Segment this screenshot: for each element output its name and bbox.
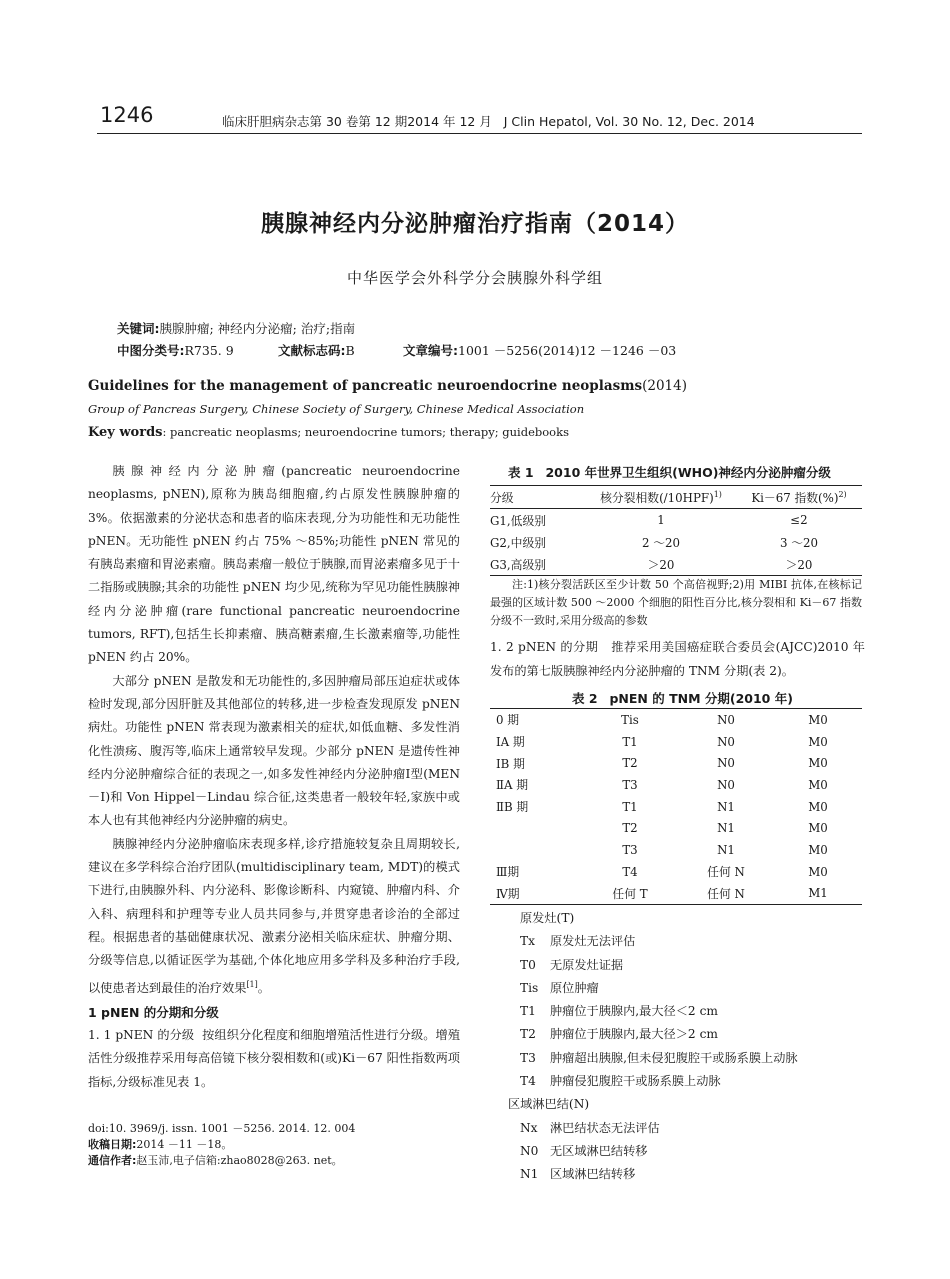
clc-number: [117, 341, 234, 359]
table-row: [490, 731, 862, 753]
table-cell: N0: [717, 712, 735, 727]
legend-item: [508, 1047, 798, 1070]
paragraph-3-end: 。: [257, 980, 270, 995]
section-1-1-text: 按组织分化程度和细胞增殖活性进行分级。增殖活性分级推荐采用每高倍镜下核分裂相数和(或)Ki－67 阳性指数两项指标,分级标准见表 1。: [88, 1028, 461, 1089]
table-1-note: 注:1)核分裂活跃区至少计数 50 个高倍视野;2)用 MIBI 抗体,在核标记最强的区域计数 500 ～2000 个细胞的阳性百分比,核分裂相和 Ki－67 指数分级不一致时,采用分级高的参数: [490, 578, 862, 627]
table-cell: N1: [717, 842, 735, 857]
legend-code: T4: [520, 1074, 536, 1089]
journal-name-cn: 临床肝胆病杂志第 30 卷第 12 期2014 年 12 月: [222, 114, 492, 129]
primary-tumor-title: 原发灶(T): [520, 911, 575, 925]
left-column: [88, 460, 460, 1094]
table-cell: N0: [717, 777, 735, 792]
table-cell: ⅡA 期: [496, 778, 529, 793]
table-cell: 0 期: [496, 713, 520, 728]
section-1-2-text: 推荐采用美国癌症联合委员会(AJCC)2010 年发布的第七版胰腺神经内分泌肿瘤的 TNM 分期(表 2)。: [490, 640, 865, 678]
legend-code: N1: [520, 1167, 539, 1182]
table-1-header: 核分裂相数$(/10HPF)^{1)}$: [600, 489, 722, 505]
paragraph-1: 胰腺神经内分泌肿瘤(pancreatic neuroendocrine neoplasms, pNEN),原称为胰岛细胞瘤,约占原发性胰腺肿瘤的 3%。依据激素的分泌状态和患者的临床表现,分为功能性和无功能性 pNEN。无功能性 pNEN 约占 75% ～85%;功能性 pNEN 常见的有胰岛素瘤和胃泌素瘤。胰岛素瘤一般位于胰腺,而胃泌素瘤多见于十二指肠或胰腺;其余的功能性 pNEN 均少见,统称为罕见功能性胰腺神经内分泌肿瘤(rare functional pancreatic neuroendocrine tumors, RFT),包括生长抑素瘤、胰高糖素瘤,生长激素瘤等,功能性 pNEN 约占 20%。: [88, 464, 460, 665]
table-row: [490, 883, 862, 905]
table-cell: ≤2: [790, 513, 808, 527]
legend-item: [508, 954, 798, 977]
table-cell: N1: [717, 821, 735, 836]
footnote: [88, 1121, 460, 1169]
legend-item: [508, 1117, 798, 1140]
legend-item: [508, 1000, 798, 1023]
table-cell: 3 ～20: [779, 535, 819, 550]
table-cell: N0: [717, 734, 735, 749]
article-number: [403, 341, 676, 359]
table-cell: N0: [717, 756, 735, 771]
table-row: [490, 774, 862, 796]
table-row: [490, 509, 862, 532]
table-cell: T1: [622, 799, 638, 814]
table-cell: Ⅳ期: [496, 886, 520, 901]
table-cell: T3: [622, 842, 638, 857]
table-cell: M0: [808, 712, 828, 727]
page-number: 1246: [100, 103, 154, 127]
section-1-2-heading: 1. 2 pNEN 的分期: [490, 640, 599, 654]
legend-item: [508, 1140, 798, 1163]
document-code: [278, 341, 355, 359]
table-row: [490, 752, 862, 774]
journal-header: [222, 112, 755, 130]
clc-value: R735. 9: [184, 343, 234, 358]
table-cell: M0: [808, 864, 828, 879]
legend-description: 无区域淋巴结转移: [550, 1143, 648, 1158]
table-1-caption: [508, 463, 831, 481]
legend-description: 无原发灶证据: [550, 957, 624, 972]
english-keywords-label: Key words: [88, 425, 163, 440]
table-cell: M0: [808, 799, 828, 814]
english-authors: Group of Pancreas Surgery, Chinese Society of Surgery, Chinese Medical Association: [88, 402, 585, 416]
table-cell: M0: [808, 777, 828, 792]
table-row: [490, 817, 862, 839]
article-value: 1001 －5256(2014)12 －1246 －03: [458, 343, 677, 358]
table-cell: 任何 N: [707, 865, 745, 880]
english-keywords-text: : pancreatic neoplasms; neuroendocrine tumors; therapy; guidebooks: [162, 425, 569, 439]
table-cell: M0: [808, 842, 828, 857]
table-cell: 任何 N: [707, 886, 745, 901]
header-rule: [97, 133, 862, 134]
corr-value: 赵玉沛,电子信箱:zhao8028@263. net。: [136, 1154, 343, 1167]
legend-code: T2: [520, 1027, 536, 1042]
legend-code: Nx: [520, 1120, 538, 1135]
table-row: [490, 861, 862, 883]
keywords-label: 关键词:: [117, 321, 160, 336]
english-title-year: (2014): [642, 378, 687, 394]
table-row: [490, 553, 862, 576]
table-cell: T2: [622, 756, 638, 771]
legend-description: 肿瘤侵犯腹腔干或肠系膜上动脉: [550, 1074, 721, 1089]
legend-item: [508, 1070, 798, 1093]
legend-description: 肿瘤超出胰腺,但未侵犯腹腔干或肠系膜上动脉: [550, 1050, 798, 1065]
legend-description: 原位肿瘤: [550, 980, 599, 995]
paragraph-3-text: 胰腺神经内分泌肿瘤临床表现多样,诊疗措施较复杂且周期较长,建议在多学科综合治疗团队(multidisciplinary team, MDT)的模式下进行,由胰腺外科、内分泌科、影像诊断科、内窥镜、肿瘤内科、介入科、病理科和护理等专业人员共同参与,并贯穿患者诊治的全部过程。根据患者的基础健康状况、激素分泌相关临床症状、肿瘤分期、分级等信息,以循证医学为基础,个体化地应用多学科及多种治疗手段,以使患者达到最佳的治疗效果: [88, 836, 460, 995]
table-cell: G1,低级别: [490, 513, 547, 528]
table-cell: ⅠB 期: [496, 756, 525, 771]
table-1: [490, 485, 862, 576]
table-cell: M0: [808, 821, 828, 836]
section-1-2: [490, 635, 865, 683]
table-2-title: pNEN 的 TNM 分期(2010 年): [609, 691, 793, 706]
table-cell: [490, 839, 582, 861]
article-label: 文章编号:: [403, 343, 458, 358]
paragraph-2: 大部分 pNEN 是散发和无功能性的,多因肿瘤局部压迫症状或体检时发现,部分因肝脏及其他部位的转移,进一步检查发现原发 pNEN 病灶。功能性 pNEN 常表现为激素相关的症状,如低血糖、多发性消化性溃疡、腹泻等,临床上通常较早发现。少部分 pNEN 是遗传性神经内分泌肿瘤综合征的表现之一,如多发性神经内分泌肿瘤Ⅰ型(MEN－Ⅰ)和 Von Hippel－Lindau 综合征,这类患者一般较年轻,家族中或本人也有其他神经内分泌肿瘤的病史。: [88, 673, 460, 828]
table-1-header: Ki－67 指数(%)$^{2)}$: [751, 489, 847, 505]
journal-name-en: J Clin Hepatol, Vol. 30 No. 12, Dec. 2014: [503, 114, 755, 129]
keywords-text: 胰腺肿瘤; 神经内分泌瘤; 治疗;指南: [159, 321, 356, 336]
table-cell: 1: [657, 513, 665, 527]
legend-code: T1: [520, 1004, 536, 1019]
table-cell: T2: [622, 821, 638, 836]
table-cell: ＞20: [785, 557, 813, 572]
table-1-title: 2010 年世界卫生组织(WHO)神经内分泌肿瘤分级: [545, 465, 831, 480]
table-cell: N1: [717, 799, 735, 814]
table-cell: 2 ～20: [641, 535, 681, 550]
table-cell: G2,中级别: [490, 535, 547, 550]
legend-item: [508, 977, 798, 1000]
table-row: [490, 839, 862, 861]
table-cell: G3,高级别: [490, 557, 547, 572]
citation-ref: [1]: [246, 979, 258, 989]
tnm-legend: [508, 907, 798, 1187]
section-1-heading: 1 pNEN 的分期和分级: [88, 1004, 219, 1020]
table-cell: [490, 817, 582, 839]
keywords-cn: [117, 319, 355, 337]
table-2: [490, 708, 862, 905]
section-1-1-heading: 1. 1 pNEN 的分级: [88, 1028, 195, 1043]
table-cell: Tis: [621, 712, 639, 727]
table-cell: M0: [808, 756, 828, 771]
legend-description: 肿瘤位于胰腺内,最大径＜2 cm: [550, 1004, 718, 1019]
received-date: [88, 1137, 460, 1153]
table-cell: Ⅲ期: [496, 865, 520, 880]
legend-description: 淋巴结状态无法评估: [550, 1120, 660, 1135]
table-1-label: 表 1: [508, 465, 534, 480]
table-cell: ⅡB 期: [496, 800, 529, 815]
legend-description: 肿瘤位于胰腺内,最大径＞2 cm: [550, 1027, 718, 1042]
paragraph-3: [88, 833, 460, 1000]
table-cell: 任何 T: [612, 886, 648, 901]
legend-description: 区域淋巴结转移: [550, 1167, 636, 1182]
table-cell: ⅠA 期: [496, 735, 525, 750]
legend-code: T3: [520, 1050, 536, 1065]
received-value: 2014 －11 －18。: [136, 1138, 233, 1151]
table-cell: T4: [622, 864, 638, 879]
english-keywords: [88, 425, 569, 440]
table-2-caption: [572, 689, 793, 707]
english-title-text: Guidelines for the management of pancreatic neuroendocrine neoplasms: [88, 378, 643, 394]
corresponding-author: [88, 1153, 460, 1169]
doc-value: B: [345, 343, 355, 358]
legend-code: Tx: [520, 934, 536, 949]
legend-code: Tis: [520, 980, 539, 995]
article-title: 胰腺神经内分泌肿瘤治疗指南（2014）: [260, 211, 689, 237]
english-title: [88, 378, 687, 394]
legend-code: N0: [520, 1143, 539, 1158]
legend-item: [508, 1023, 798, 1046]
received-label: 收稿日期:: [88, 1138, 137, 1151]
legend-description: 原发灶无法评估: [550, 934, 636, 949]
legend-item: [508, 930, 798, 953]
table-cell: M0: [808, 734, 828, 749]
article-authors: 中华医学会外科学分会胰腺外科学组: [346, 269, 603, 287]
corr-label: 通信作者:: [88, 1154, 137, 1167]
section-1-1: [88, 1024, 460, 1094]
table-2-label: 表 2: [572, 691, 598, 706]
table-cell: T3: [622, 777, 638, 792]
table-row: [490, 531, 862, 553]
table-row: [490, 796, 862, 818]
legend-item: [508, 1163, 798, 1186]
table-cell: ＞20: [647, 557, 675, 572]
clc-label: 中图分类号:: [117, 343, 185, 358]
legend-code: T0: [520, 957, 536, 972]
doi: doi:10. 3969/j. issn. 1001 －5256. 2014. 12. 004: [88, 1122, 356, 1135]
table-cell: T1: [622, 734, 638, 749]
regional-nodes-title: 区域淋巴结(N): [508, 1097, 590, 1112]
table-1-header-row: [490, 486, 862, 509]
table-1-header: 分级: [490, 490, 514, 505]
doc-label: 文献标志码:: [278, 343, 346, 358]
table-row: [490, 709, 862, 731]
table-cell: M1: [808, 886, 828, 901]
